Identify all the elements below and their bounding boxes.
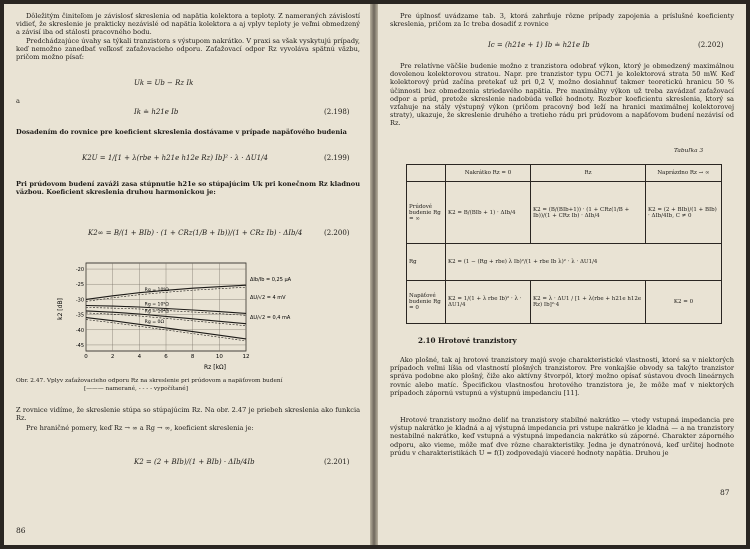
table-cell: K2 = B/(BIb + 1) · ΔIb/4 — [446, 182, 531, 244]
equation: Ic = (h21e + 1) Ib ≐ h21e Ib — [488, 41, 590, 49]
table-header: Naprázdno Rz → ∞ — [646, 165, 722, 182]
y-tick-label: -45 — [75, 342, 84, 349]
equation-number: (2.201) — [324, 458, 350, 466]
x-tick-label: 10 — [215, 354, 223, 360]
y-tick-label: -35 — [75, 312, 84, 319]
table-cell: K2 = (1 − (Rg + rbe) λ Ib)²/(1 + rbe Ib λ)² · λ · ΔU1/4 — [446, 244, 722, 281]
equation-number: (2.198) — [324, 108, 350, 116]
equation-number: (2.199) — [324, 154, 350, 162]
x-tick-label: 4 — [137, 354, 142, 360]
x-tick-label: 2 — [110, 354, 115, 360]
table-cell: K2 = 0 — [646, 281, 722, 324]
table-header — [407, 165, 446, 182]
table-row-label: Prúdové budenie Rg = ∞ — [407, 182, 446, 244]
x-tick-label: 0 — [84, 354, 88, 360]
section-title: 2.10 Hrotové tranzistory — [418, 336, 517, 345]
x-axis-label: Rz [kΩ] — [204, 364, 226, 371]
paragraph: Predchádzajúce úvahy sa týkali tranzistora s výstupom nakrátko. V praxi sa však vyskytujú prípady, keď nemožno zanedbať veľkosť zaťažovacieho odporu. Zaťažovací odpor Rz vyvoláva spätnú väzbu, pričom možno písať: — [16, 37, 360, 62]
annotation: ΔU/√2 = 0,4 mA — [250, 315, 291, 321]
paragraph: Ako plošné, tak aj hrotové tranzistory majú svoje charakteristické vlastnosti, ktoré sa v niektorých prípadoch veľmi líšia od vlastností plošných tranzistorov. Pre vonkajšie obvody sa takýto tranzistor správa podobne ako plošný, čiže ako aktívny štvorpól, ktorý možno opísať sústavou dvoch lineárnych rovníc alebo matíc. Špecifickou vlastnosťou hrotového tranzistora je, že môže mať v niektorých prípadoch zápornú vstupnú a výstupnú impedanciu [11]. — [390, 356, 734, 397]
left-page — [4, 4, 370, 545]
paragraph: Pri prúdovom budení zaváži zasa stúpnutie h21e so stúpajúcim Uk pri konečnom Rz kladnou väzbou. Koeficient skreslenia druhou harmonickou je: — [16, 180, 360, 197]
x-tick-label: 8 — [190, 354, 195, 360]
text-and: a — [16, 97, 20, 105]
paragraph: Z rovnice vidíme, že skreslenie stúpa so stúpajúcim Rz. Na obr. 2.47 je priebeh skreslenia ako funkcia Rz. — [16, 406, 360, 423]
equation: Ik ≐ h21e Ib — [134, 108, 179, 116]
series-label: Rg = 10⁶Ω — [144, 288, 169, 294]
paragraph: Pre relatívne väčšie budenie možno z tranzistora odobrať výkon, ktorý je obmedzený maximálnou dovolenou kolektorovou stratou. Napr. pre tranzistor typu OC71 je kolektorová strata 50 mW. Keď kolektorový prúd začína pretekať už pri 0,2 V, možno dosiahnuť takmer teoretickú hranicu 50 % účinnosti bez obmedzenia striedavého napätia. Pre maximálny výkon už treba zavádzať zaťažovací odpor a prúd, pretože skreslenie nadobúda veľké hodnoty. Rozbor koeficientu skreslenia, ktorý sa vzťahuje na stály výstupný výkon (pričom pracovný bod leží na hranici maximálnej kolektorovej straty), ukazuje, že skreslenie druhého a tretieho rádu pri prúdovom a napäťovom budení nezávisí od Rz. — [390, 62, 734, 128]
series-label: Rg = 10⁵Ω — [144, 302, 169, 308]
equation-number: (2.202) — [698, 41, 724, 49]
y-tick-label: -20 — [75, 267, 84, 274]
y-tick-label: -25 — [75, 282, 84, 289]
table-row-label: Napäťové budenie Rg = 0 — [407, 281, 446, 324]
paragraph: Dosadením do rovnice pre koeficient skreslenia dostávame v prípade napäťového budenia — [16, 128, 347, 136]
paragraph: Dôležitým činiteľom je závislosť skreslenia od napätia kolektora a teploty. Z nameraných závislostí vidieť, že skreslenie je prakticky nezávislé od napätia kolektora a aj vplyv teploty je veľmi obmedzený a závisí iba od stálosti pracovného bodu. — [16, 12, 360, 37]
y-axis-label: k2 [dB] — [57, 298, 64, 320]
table-cell: K2 = (2 + BIb)/(1 + BIb) · ΔIb/4Ib, C ≠ 0 — [646, 182, 722, 244]
series-label: Rg = 0Ω — [144, 319, 164, 325]
equation: Uk = Ub − Rz Ik — [134, 79, 194, 87]
book-gutter — [370, 4, 378, 545]
paragraph: Pre úplnosť uvádzame tab. 3, ktorá zahrňuje rôzne prípady zapojenia a príslušné koeficienty skreslenia, pričom za Ic treba dosadiť z rovnice — [390, 12, 734, 29]
table-header: Rz — [531, 165, 646, 182]
equation: K2 = (2 + BIb)/(1 + BIb) · ΔIb/4Ib — [134, 458, 255, 466]
y-tick-label: -30 — [75, 297, 84, 304]
table-header: Nakrátko Rz = 0 — [446, 165, 531, 182]
annotation: ΔIb/Ib = 0,25 μA — [250, 277, 292, 283]
x-tick-label: 12 — [242, 354, 250, 360]
series-label: Rg = 10⁴Ω — [144, 309, 169, 315]
right-page — [378, 4, 746, 545]
table-cell: K2 = λ · ΔU1 / [1 + λ(rbe + h21e h12e Rz) Ib]²·4 — [531, 281, 646, 324]
paragraph: Pre hraničné pomery, keď Rz → ∞ a Rg → ∞, koeficient skreslenia je: — [26, 424, 254, 432]
y-tick-label: -40 — [75, 327, 84, 334]
equation: K2U = 1/[1 + λ(rbe + h21e h12e Rz) Ib]² · λ · ΔU1/4 — [82, 154, 268, 162]
figure-caption-legend: [——— namerané, - - - - vypočítané] — [84, 386, 188, 392]
table-title: Tabuľka 3 — [674, 148, 704, 154]
equation: K2∞ = B/(1 + BIb) · (1 + CRz(1/B + Ib))/(1 + CRz Ib) · ΔIb/4 — [88, 229, 303, 237]
annotation: ΔU/√2 = 4 mV — [250, 295, 286, 301]
table-row-label: Rg — [407, 244, 446, 281]
figure-caption: Obr. 2.47. Vplyv zaťažovacieho odporu Rz na skreslenie pri prúdovom a napäťovom budení — [16, 378, 283, 384]
distortion-chart — [57, 259, 292, 371]
x-tick-label: 6 — [164, 354, 168, 360]
page-number: 86 — [16, 526, 26, 535]
table-cell: K2 = (B/(BIb+1)) · (1 + CRz(1/B + Ib))/(1 + CRz Ib) · ΔIb/4 — [531, 182, 646, 244]
distortion-table — [406, 164, 722, 324]
table-cell: K2 = 1/(1 + λ rbe Ib)² · λ · ΔU1/4 — [446, 281, 531, 324]
equation-number: (2.200) — [324, 229, 350, 237]
paragraph: Hrotové tranzistory možno deliť na tranzistory stabilné nakrátko — vtedy vstupná impedancia pre výstup nakrátko je kladná a aj výstupná impedancia pri vstupe nakrátko je kladná — a na tranzistory nestabilné nakrátko, keď vstupná a výstupná impedancia nakrátko sú záporné. Charakter záporného odporu, ako vieme, môže mať dve rôzne charakteristiky. Jedna je dynatrónová, keď určitej hodnote prúdu v charakteristikách U = f(I) zodpovedajú viaceré hodnoty napätia. Druhou je — [390, 416, 734, 457]
page-number: 87 — [720, 488, 730, 497]
